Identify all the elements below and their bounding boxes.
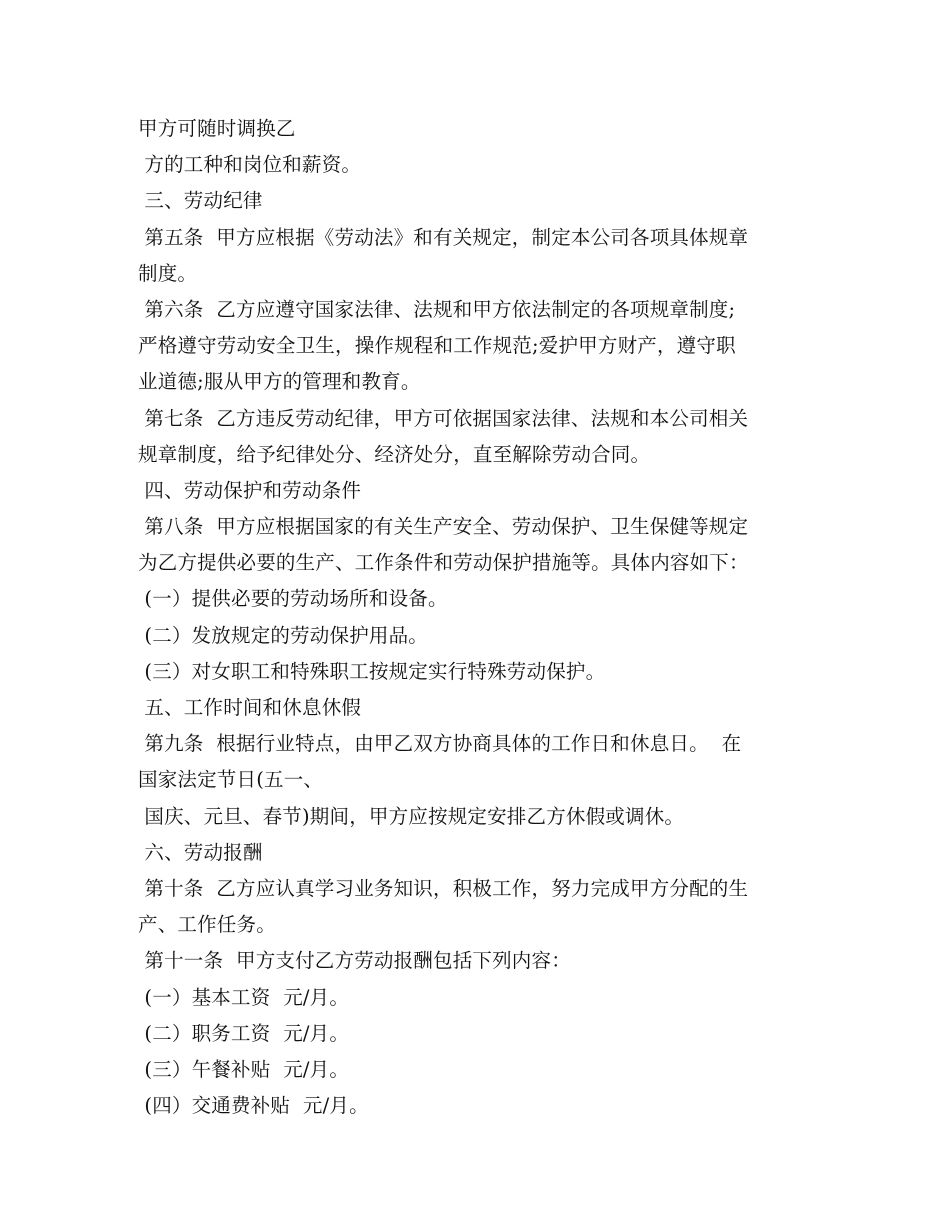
text-line: 为乙方提供必要的生产、工作条件和劳动保护措施等。具体内容如下：	[138, 551, 749, 575]
list-item: (一）提供必要的劳动场所和设备。	[138, 587, 448, 611]
section-heading: 六、劳动报酬	[138, 840, 263, 864]
list-item: (三）午餐补贴 元/月。	[138, 1057, 350, 1081]
document-body	[138, 111, 816, 1124]
text-line: 第六条 乙方应遵守国家法律、法规和甲方依法制定的各项规章制度;	[138, 297, 736, 321]
text-line: 业道德;服从甲方的管理和教育。	[138, 370, 421, 394]
text-line: 产、工作任务。	[138, 913, 276, 937]
text-line: 国家法定节日(五一、	[138, 768, 324, 792]
list-item: (一）基本工资 元/月。	[138, 985, 350, 1009]
list-item: (三）对女职工和特殊职工按规定实行特殊劳动保护。	[138, 659, 606, 683]
section-heading: 三、劳动纪律	[138, 189, 263, 213]
text-line: 第十一条 甲方支付乙方劳动报酬包括下列内容：	[138, 949, 571, 973]
text-line: 第五条 甲方应根据《劳动法》和有关规定，制定本公司各项具体规章	[138, 225, 749, 249]
text-line: 甲方可随时调换乙	[138, 117, 296, 140]
text-line: 严格遵守劳动安全卫生，操作规程和工作规范;爱护甲方财产，遵守职	[138, 334, 736, 358]
text-line: 国庆、元旦、春节)期间，甲方应按规定安排乙方休假或调休。	[138, 804, 685, 828]
text-line: 制度。	[138, 261, 198, 285]
section-heading: 四、劳动保护和劳动条件	[138, 478, 362, 502]
text-line: 第九条 根据行业特点，由甲乙双方协商具体的工作日和休息日。 在	[138, 732, 742, 756]
text-line: 第十条 乙方应认真学习业务知识，积极工作，努力完成甲方分配的生	[138, 876, 749, 900]
list-item: (四）交通费补贴 元/月。	[138, 1094, 369, 1118]
text-line: 方的工种和岗位和薪资。	[138, 153, 362, 177]
text-line: 第八条 甲方应根据国家的有关生产安全、劳动保护、卫生保健等规定	[138, 515, 749, 539]
list-item: (二）发放规定的劳动保护用品。	[138, 623, 429, 647]
section-heading: 五、工作时间和休息休假	[138, 696, 362, 719]
list-item: (二）职务工资 元/月。	[138, 1021, 350, 1045]
text-line: 第七条 乙方违反劳动纪律，甲方可依据国家法律、法规和本公司相关	[138, 406, 749, 430]
text-line: 规章制度，给予纪律处分、经济处分，直至解除劳动合同。	[138, 442, 651, 466]
